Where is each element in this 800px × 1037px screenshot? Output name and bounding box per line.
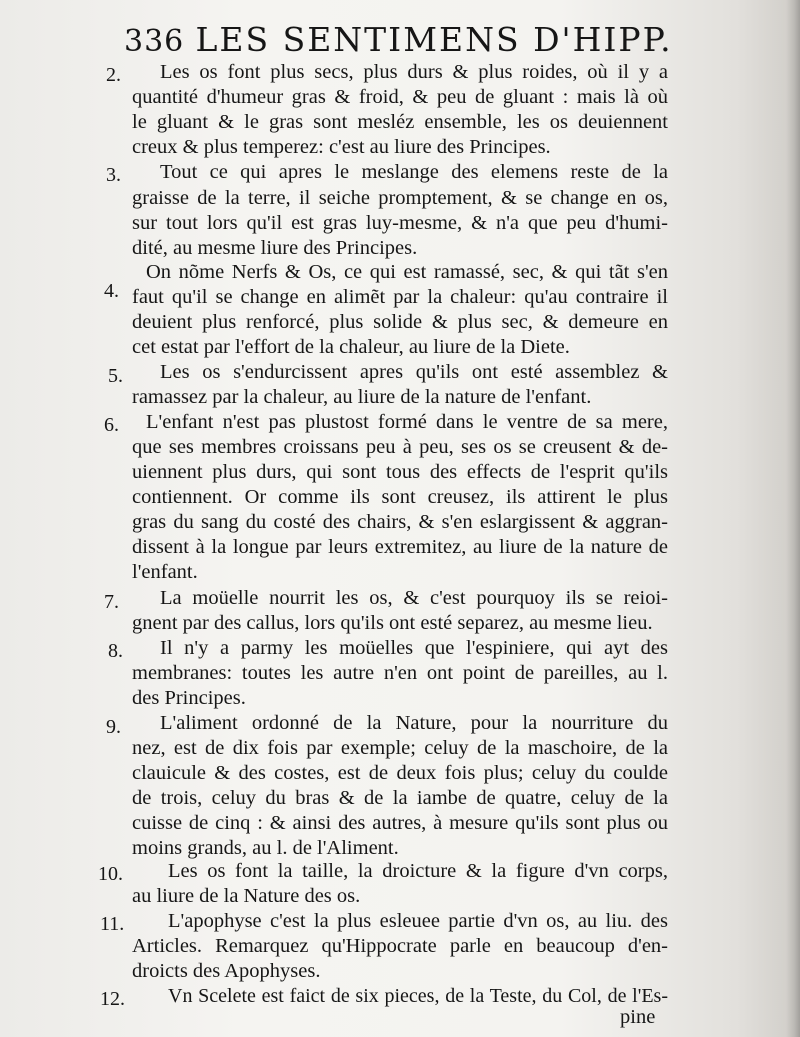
text-line: membranes: toutes les autre n'en ont point de pareilles, au l. bbox=[132, 662, 668, 684]
text-line: sur tout lors qu'il est gras luy-mesme, & n'a que peu d'humi- bbox=[132, 212, 668, 234]
text-line: dité, au mesme liure des Principes. bbox=[132, 237, 418, 259]
text-line: creux & plus temperez: c'est au liure des Principes. bbox=[132, 136, 551, 158]
text-line: le gluant & le gras sont mesléz ensemble, les os deuiennent bbox=[132, 111, 668, 133]
text-line: L'enfant n'est pas plustost formé dans le ventre de sa mere, bbox=[146, 411, 668, 433]
running-title: LES SENTIMENS D'HIPP. bbox=[195, 20, 673, 59]
paragraph-number: 3. bbox=[106, 164, 121, 186]
text-line: de trois, celuy du bras & de la iambe de quatre, celuy de la bbox=[132, 787, 668, 809]
text-line: nez, est de dix fois par exemple; celuy de la maschoire, de la bbox=[132, 737, 668, 759]
text-line: l'enfant. bbox=[132, 561, 198, 583]
text-line: L'aliment ordonné de la Nature, pour la nourriture du bbox=[160, 712, 668, 734]
text-line: L'apophyse c'est la plus esleuee partie d'vn os, au liu. des bbox=[168, 910, 668, 932]
text-line: uiennent plus durs, qui sont tous des effects de l'esprit qu'ils bbox=[132, 461, 668, 483]
paragraph-number: 2. bbox=[106, 64, 121, 86]
paragraph-number: 5. bbox=[108, 365, 123, 387]
paragraph-number: 9. bbox=[106, 716, 121, 738]
text-line: graisse de la terre, il seiche promptement, & se change en os, bbox=[132, 187, 668, 209]
text-line: au liure de la Nature des os. bbox=[132, 885, 361, 907]
text-line: Les os font plus secs, plus durs & plus roides, où il y a bbox=[160, 61, 668, 83]
text-line: faut qu'il se change en alimẽt par la chaleur: qu'au contraire il bbox=[132, 286, 668, 308]
page-number: 336 bbox=[124, 24, 185, 59]
text-line: dissent à la longue par leurs extremitez, au liure de la nature de bbox=[132, 536, 668, 558]
text-line: que ses membres croissans peu à peu, ses os se creusent & de- bbox=[132, 436, 668, 458]
text-line: ramassez par la chaleur, au liure de la nature de l'enfant. bbox=[132, 386, 592, 408]
text-line: moins grands, au l. de l'Aliment. bbox=[132, 837, 399, 859]
paragraph-number: 11. bbox=[100, 913, 125, 935]
text-line: contiennent. Or comme ils sont creusez, ils attirent le plus bbox=[132, 486, 668, 508]
text-line: Articles. Remarquez qu'Hippocrate parle en beaucoup d'en- bbox=[132, 935, 668, 957]
text-line: cuisse de cinq : & ainsi des autres, à mesure qu'ils sont plus ou bbox=[132, 812, 668, 834]
text-line: cet estat par l'effort de la chaleur, au liure de la Diete. bbox=[132, 336, 570, 358]
text-line: Tout ce qui apres le meslange des elemens reste de la bbox=[160, 161, 668, 183]
running-header bbox=[124, 20, 684, 66]
text-line: gnent par des callus, lors qu'ils ont esté separez, au mesme lieu. bbox=[132, 612, 653, 634]
paragraph-number: 4. bbox=[104, 280, 119, 302]
text-line: deuient plus renforcé, plus solide & plus sec, & demeure en bbox=[132, 311, 668, 333]
paragraph-number: 6. bbox=[104, 414, 119, 436]
text-line: On nõme Nerfs & Os, ce qui est ramassé, sec, & qui tãt s'en bbox=[146, 261, 668, 283]
paragraph-number: 12. bbox=[100, 988, 125, 1010]
paragraph-number: 7. bbox=[104, 591, 119, 613]
catchword: pine bbox=[620, 1006, 656, 1028]
page-edge-shadow bbox=[786, 0, 800, 1037]
text-line: La moüelle nourrit les os, & c'est pourquoy ils se reioi- bbox=[160, 587, 668, 609]
text-line: quantité d'humeur gras & froid, & peu de gluant : mais là où bbox=[132, 86, 668, 108]
text-line: des Principes. bbox=[132, 687, 246, 709]
text-line: Il n'y a parmy les moüelles que l'espiniere, qui ayt des bbox=[160, 637, 668, 659]
text-line: Les os font la taille, la droicture & la figure d'vn corps, bbox=[168, 860, 668, 882]
paragraph-number: 10. bbox=[98, 863, 123, 885]
text-line: Vn Scelete est faict de six pieces, de la Teste, du Col, de l'Es- bbox=[168, 985, 668, 1007]
text-line: clauicule & des costes, est de deux fois plus; celuy du coulde bbox=[132, 762, 668, 784]
text-line: gras du sang du costé des chairs, & s'en eslargissent & aggran- bbox=[132, 511, 668, 533]
text-line: Les os s'endurcissent apres qu'ils ont esté assemblez & bbox=[160, 361, 668, 383]
text-line: droicts des Apophyses. bbox=[132, 960, 321, 982]
paragraph-number: 8. bbox=[108, 640, 123, 662]
